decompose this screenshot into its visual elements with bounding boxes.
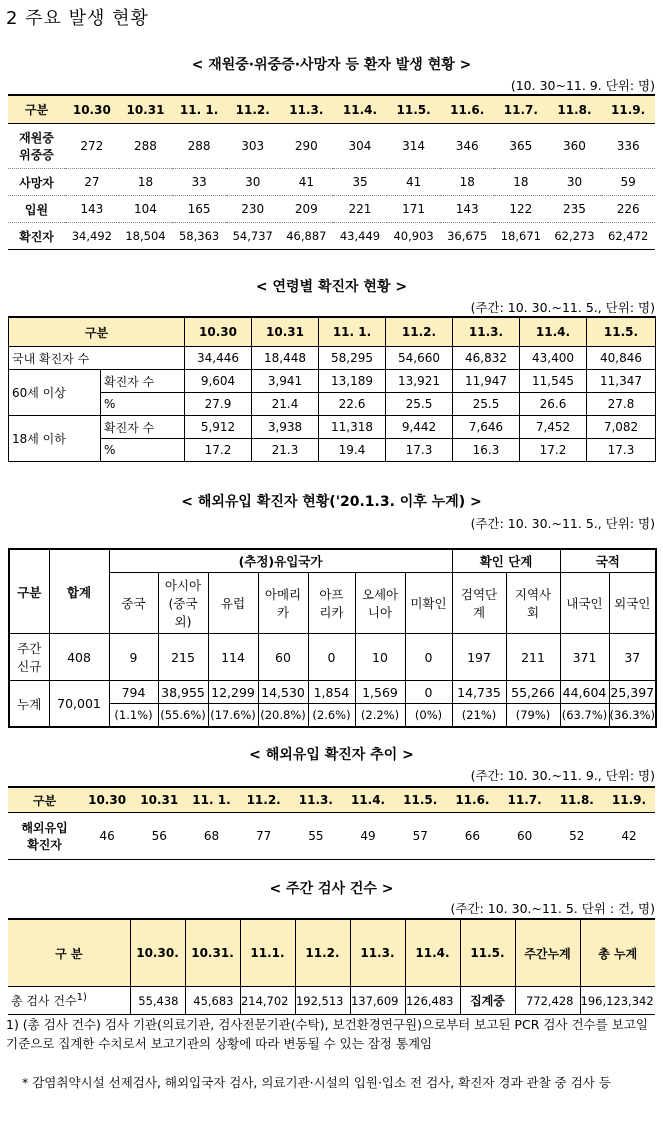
data-cell: 58,295: [319, 347, 386, 370]
data-cell: 55,266: [506, 681, 560, 704]
data-cell: 45,683: [185, 987, 240, 1015]
data-cell: 57: [412, 829, 428, 843]
data-cell: 54,737: [226, 223, 280, 250]
data-cell: 211: [506, 634, 560, 681]
total-cell: 70,001: [49, 681, 109, 728]
data-cell: 12,299: [208, 681, 258, 704]
header-cell: 11.9.: [603, 787, 655, 813]
group-label: 18세 이하: [9, 416, 101, 462]
header-group: 확인 단계: [452, 549, 560, 573]
data-cell: 33: [172, 169, 226, 196]
header-cell: 11.2.: [238, 787, 290, 813]
data-cell: 56: [151, 829, 167, 843]
data-cell: 122: [494, 196, 548, 223]
header-cell: 11.4.: [405, 919, 460, 987]
data-cell: 18,671: [494, 223, 548, 250]
data-cell: 1,569: [355, 681, 405, 704]
table-row: [9, 439, 656, 462]
data-cell: 41: [280, 169, 334, 196]
data-cell: 46,832: [453, 347, 520, 370]
table-row: [8, 223, 655, 250]
data-cell: 11,545: [520, 370, 587, 393]
data-cell: 38,955: [158, 681, 208, 704]
pct-cell: (2.6%): [308, 704, 355, 728]
table-row: [9, 347, 656, 370]
header-cell: 11.6.: [440, 95, 494, 124]
data-cell: 18: [494, 169, 548, 196]
table5-caption: < 주간 검사 건수 >: [269, 881, 394, 897]
data-cell: 36,675: [440, 223, 494, 250]
data-cell: 314: [387, 124, 441, 169]
row-label: 사망자: [8, 169, 65, 196]
data-cell: 34,446: [185, 347, 252, 370]
table-row: [9, 370, 656, 393]
header-cell: 11.3.: [280, 95, 334, 124]
table1-caption: < 재원중·위중증·사망자 등 환자 발생 현황 >: [191, 57, 472, 73]
data-cell: 30: [226, 169, 280, 196]
data-cell: 221: [333, 196, 387, 223]
data-cell: 288: [119, 124, 173, 169]
row-label: 재원중 위중증: [8, 124, 65, 169]
header-cell: 11.5.: [587, 317, 656, 347]
data-cell: 44,604: [560, 681, 609, 704]
data-cell: 18,504: [119, 223, 173, 250]
data-cell: 60: [258, 634, 308, 681]
header-cell: 11.3.: [290, 787, 342, 813]
header-cell: 11. 1.: [185, 787, 237, 813]
table-row: [8, 169, 655, 196]
pct-cell: (2.2%): [355, 704, 405, 728]
header-cell: 총 누계: [580, 919, 655, 987]
header-cell: 11.8.: [551, 787, 603, 813]
data-cell: 772,428: [515, 987, 580, 1015]
data-cell: 165: [172, 196, 226, 223]
data-cell: 집계중: [460, 987, 515, 1015]
table2-caption: < 연령별 확진자 현황 >: [255, 279, 408, 295]
header-cell: 11.2.: [386, 317, 453, 347]
data-cell: 62,273: [548, 223, 602, 250]
header-cell: 구분: [8, 787, 81, 813]
data-cell: 52: [569, 829, 585, 843]
data-cell: 18,448: [252, 347, 319, 370]
data-cell: 7,082: [587, 416, 656, 439]
header-cell: 11.5.: [394, 787, 446, 813]
header-cell: 구분: [8, 95, 65, 124]
overseas-cases-table: [8, 548, 657, 728]
header-cell: 10.31: [252, 317, 319, 347]
footnote-ref: 1): [76, 992, 87, 1003]
pct-cell: (36.3%): [609, 704, 656, 728]
sub-label: %: [101, 393, 185, 416]
data-cell: 25.5: [386, 393, 453, 416]
data-cell: 37: [609, 634, 656, 681]
header-group: 국적: [560, 549, 656, 573]
header-cell: 11.5.: [387, 95, 441, 124]
data-cell: 17.3: [587, 439, 656, 462]
data-cell: 77: [256, 829, 272, 843]
pct-cell: (55.6%): [158, 704, 208, 728]
data-cell: 16.3: [453, 439, 520, 462]
table5-unit: (주간: 10. 30.~11. 5. 단위 : 건, 명): [450, 901, 655, 916]
data-cell: 11,347: [587, 370, 656, 393]
header-cell: 11.3.: [350, 919, 405, 987]
data-cell: 13,189: [319, 370, 386, 393]
data-cell: 17.2: [520, 439, 587, 462]
pct-cell: (63.7%): [560, 704, 609, 728]
table-header-row: [8, 95, 655, 124]
header-cell: 유럽: [208, 573, 258, 634]
data-cell: 0: [405, 681, 452, 704]
table3-caption: < 해외유입 확진자 현황('20.1.3. 이후 누계) >: [181, 494, 482, 510]
group-label: 60세 이상: [9, 370, 101, 416]
sub-label: %: [101, 439, 185, 462]
header-cell: 아메리 카: [258, 573, 308, 634]
sub-label: 확진자 수: [101, 370, 185, 393]
data-cell: 55: [308, 829, 324, 843]
data-cell: 41: [387, 169, 441, 196]
row-label: 국내 확진자 수: [9, 347, 185, 370]
header-cell: 11.8.: [548, 95, 602, 124]
data-cell: 25.5: [453, 393, 520, 416]
data-cell: 17.3: [386, 439, 453, 462]
data-cell: 1,854: [308, 681, 355, 704]
header-cell: 11.6.: [446, 787, 498, 813]
sub-label: 확진자 수: [101, 416, 185, 439]
data-cell: 192,513: [295, 987, 350, 1015]
data-cell: 30: [548, 169, 602, 196]
data-cell: 143: [440, 196, 494, 223]
data-cell: 46: [99, 829, 115, 843]
data-cell: 7,646: [453, 416, 520, 439]
table4-unit: (주간: 10. 30.~11. 9., 단위: 명): [470, 768, 655, 783]
table-row: [8, 196, 655, 223]
header-cell: 10.31: [133, 787, 185, 813]
data-cell: 27.9: [185, 393, 252, 416]
table2-unit: (주간: 10. 30.~11. 5., 단위: 명): [470, 300, 655, 315]
table-row: [9, 681, 656, 704]
row-label: 입원: [8, 196, 65, 223]
table-header-row: [8, 787, 655, 813]
row-label: 주간 신규: [9, 634, 49, 681]
header-cell: 11.4.: [333, 95, 387, 124]
header-cell: 중국: [109, 573, 158, 634]
data-cell: 226: [601, 196, 655, 223]
data-cell: 10: [355, 634, 405, 681]
table-row: [9, 393, 656, 416]
table-header-row: [9, 549, 656, 573]
data-cell: 365: [494, 124, 548, 169]
table1-unit: (10. 30~11. 9. 단위: 명): [510, 78, 655, 93]
data-cell: 55,438: [130, 987, 185, 1015]
data-cell: 43,400: [520, 347, 587, 370]
header-cell: 10.31.: [185, 919, 240, 987]
header-cell: 11.9.: [601, 95, 655, 124]
data-cell: 27: [65, 169, 119, 196]
header-cell: 11.5.: [460, 919, 515, 987]
header-cell: 10.31: [119, 95, 173, 124]
row-label: 총 검사 건수$^{1)}$: [8, 987, 130, 1015]
data-cell: 13,921: [386, 370, 453, 393]
data-cell: 209: [280, 196, 334, 223]
pct-cell: (20.8%): [258, 704, 308, 728]
footnote-2: * 감염취약시설 선제검사, 해외입국자 검사, 의료기관·시설의 입원·입소 전 검사, 확진자 경과 관찰 중 검사 등: [22, 1075, 611, 1090]
data-cell: 18: [440, 169, 494, 196]
header-cell: 지역사 회: [506, 573, 560, 634]
data-cell: 0: [405, 634, 452, 681]
header-cell: 아시아 (중국 외): [158, 573, 208, 634]
data-cell: 11,947: [453, 370, 520, 393]
header-cell: 10.30: [185, 317, 252, 347]
data-cell: 40,846: [587, 347, 656, 370]
data-cell: 143: [65, 196, 119, 223]
header-cell: 구분: [9, 549, 49, 634]
data-cell: 11,318: [319, 416, 386, 439]
header-cell: 11.2.: [226, 95, 280, 124]
table-header-row: [9, 317, 656, 347]
header-cell: 10.30: [81, 787, 133, 813]
row-label: 해외유입 확진자: [21, 821, 68, 852]
data-cell: 14,735: [452, 681, 506, 704]
table3-unit: (주간: 10. 30.~11. 5., 단위: 명): [470, 516, 655, 531]
header-cell: 11.4.: [342, 787, 394, 813]
header-cell: 아프 리카: [308, 573, 355, 634]
data-cell: 40,903: [387, 223, 441, 250]
data-cell: 288: [172, 124, 226, 169]
data-cell: 26.6: [520, 393, 587, 416]
header-cell: 11. 1.: [319, 317, 386, 347]
header-cell: 내국인: [560, 573, 609, 634]
total-cell: 408: [49, 634, 109, 681]
data-cell: 9,604: [185, 370, 252, 393]
header-cell: 외국인: [609, 573, 656, 634]
pct-cell: (0%): [405, 704, 452, 728]
patient-status-table: [8, 94, 655, 250]
row-label: 누계: [9, 681, 49, 728]
data-cell: 68: [203, 829, 220, 843]
data-cell: 230: [226, 196, 280, 223]
data-cell: 197: [452, 634, 506, 681]
data-cell: 66: [464, 829, 481, 843]
footnote-1: 1) (총 검사 건수) 검사 기관(의료기관, 검사전문기관(수탁), 보건환경연구원)으로부터 보고된 PCR 검사 건수를 보고일 기준으로 집계한 수치로서 보고기관의 상황에 따라 변동될 수 있는 잠정 통계임: [6, 1017, 648, 1051]
weekly-tests-table: [8, 918, 655, 1015]
table-row: [8, 813, 655, 860]
data-cell: 7,452: [520, 416, 587, 439]
data-cell: 34,492: [65, 223, 119, 250]
section-title: 2 주요 발생 현황: [6, 8, 149, 29]
data-cell: 371: [560, 634, 609, 681]
data-cell: 360: [548, 124, 602, 169]
header-cell: 11.7.: [494, 95, 548, 124]
header-cell: 11.1.: [240, 919, 295, 987]
pct-cell: (17.6%): [208, 704, 258, 728]
data-cell: 0: [308, 634, 355, 681]
data-cell: 126,483: [405, 987, 460, 1015]
header-cell: 11.7.: [499, 787, 551, 813]
data-cell: 3,938: [252, 416, 319, 439]
header-group: (추정)유입국가: [109, 549, 452, 573]
header-cell: 11. 1.: [172, 95, 226, 124]
data-cell: 42: [621, 829, 637, 843]
data-cell: 54,660: [386, 347, 453, 370]
data-cell: 104: [119, 196, 173, 223]
header-cell: 미확인: [405, 573, 452, 634]
table-header-row: [8, 919, 655, 987]
row-label: 확진자: [8, 223, 65, 250]
header-cell: 구 분: [8, 919, 130, 987]
data-cell: 346: [440, 124, 494, 169]
data-cell: 62,472: [601, 223, 655, 250]
data-cell: 196,123,342: [580, 987, 655, 1015]
data-cell: 214,702: [240, 987, 295, 1015]
data-cell: 43,449: [333, 223, 387, 250]
data-cell: 18: [119, 169, 173, 196]
data-cell: 21.3: [252, 439, 319, 462]
data-cell: 25,397: [609, 681, 656, 704]
data-cell: 304: [333, 124, 387, 169]
header-cell: 주간누계: [515, 919, 580, 987]
data-cell: 3,941: [252, 370, 319, 393]
data-cell: 35: [333, 169, 387, 196]
overseas-trend-table: [8, 786, 655, 860]
pct-cell: (1.1%): [109, 704, 158, 728]
data-cell: 21.4: [252, 393, 319, 416]
data-cell: 59: [601, 169, 655, 196]
data-cell: 272: [65, 124, 119, 169]
pct-cell: (21%): [452, 704, 506, 728]
age-group-table: [8, 316, 656, 462]
data-cell: 46,887: [280, 223, 334, 250]
header-cell: 합계: [49, 549, 109, 634]
data-cell: 9: [109, 634, 158, 681]
data-cell: 235: [548, 196, 602, 223]
data-cell: 794: [109, 681, 158, 704]
data-cell: 49: [360, 829, 376, 843]
header-cell: 11.3.: [453, 317, 520, 347]
data-cell: 9,442: [386, 416, 453, 439]
table-row: [8, 987, 655, 1015]
table-row: [8, 124, 655, 169]
data-cell: 171: [387, 196, 441, 223]
header-cell: 검역단 계: [452, 573, 506, 634]
header-cell: 구분: [9, 317, 185, 347]
data-cell: 336: [601, 124, 655, 169]
header-cell: 11.4.: [520, 317, 587, 347]
table-row: [9, 634, 656, 681]
data-cell: 5,912: [185, 416, 252, 439]
table4-caption: < 해외유입 확진자 추이 >: [249, 747, 414, 763]
data-cell: 60: [516, 829, 533, 843]
header-cell: 10.30.: [130, 919, 185, 987]
header-cell: 11.2.: [295, 919, 350, 987]
data-cell: 215: [158, 634, 208, 681]
data-cell: 137,609: [350, 987, 405, 1015]
data-cell: 19.4: [319, 439, 386, 462]
table-row: [9, 416, 656, 439]
data-cell: 27.8: [587, 393, 656, 416]
data-cell: 290: [280, 124, 334, 169]
data-cell: 58,363: [172, 223, 226, 250]
pct-cell: (79%): [506, 704, 560, 728]
data-cell: 22.6: [319, 393, 386, 416]
header-cell: 10.30: [65, 95, 119, 124]
data-cell: 14,530: [258, 681, 308, 704]
header-cell: 오세아 니아: [355, 573, 405, 634]
data-cell: 17.2: [185, 439, 252, 462]
data-cell: 303: [226, 124, 280, 169]
data-cell: 114: [208, 634, 258, 681]
